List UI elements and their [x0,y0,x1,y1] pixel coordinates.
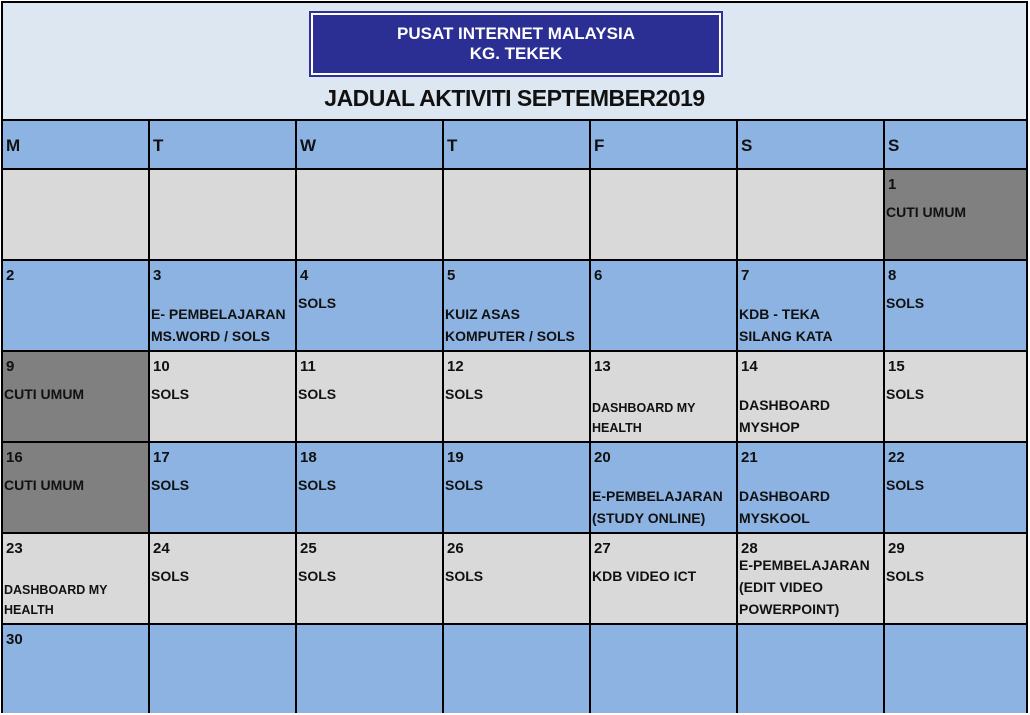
day-number: 17 [153,449,170,466]
day-header: W [297,119,444,168]
day-cell [444,259,591,350]
day-cell [150,350,297,441]
activity-label: SOLS [298,477,337,493]
day-cell [738,441,885,532]
day-cell [3,168,150,259]
day-number: 12 [447,358,464,375]
day-number: 20 [594,449,611,466]
day-cell [3,441,150,532]
day-cell [738,623,885,713]
day-number: 18 [300,449,317,466]
activity-label: CUTI UMUM [4,386,85,402]
activity-label: KDB VIDEO ICT [592,568,697,584]
day-number: 25 [300,540,317,557]
day-cell [885,259,1026,350]
day-cell [444,441,591,532]
activity-label: E-PEMBELAJARAN (EDIT VIDEO POWERPOINT) [739,557,870,617]
day-cell [591,259,738,350]
day-cell [591,350,738,441]
activity-label: SOLS [298,568,337,584]
day-number: 8 [888,267,897,284]
day-cell [738,350,885,441]
day-number: 9 [6,358,15,375]
day-cell [738,168,885,259]
day-number: 23 [6,540,23,557]
banner [309,11,723,77]
day-number: 26 [447,540,464,557]
day-cell [150,441,297,532]
day-number: 4 [300,267,309,284]
day-number: 16 [6,449,23,466]
activity-label: SOLS [886,295,925,311]
day-cell [150,532,297,623]
day-number: 24 [153,540,170,557]
day-number: 22 [888,449,905,466]
calendar-grid [3,119,1026,713]
activity-label: E-PEMBELAJARAN (STUDY ONLINE) [592,488,723,526]
day-header: M [3,119,150,168]
day-number: 6 [594,267,603,284]
day-header: T [444,119,591,168]
day-number: 30 [6,631,23,648]
day-number: 19 [447,449,464,466]
day-cell [150,623,297,713]
day-number: 14 [741,358,758,375]
day-cell [3,532,150,623]
banner-subtitle: KG. TEKEK [469,44,563,63]
day-number: 3 [153,267,162,284]
day-cell [885,532,1026,623]
day-cell [150,168,297,259]
activity-label: SOLS [886,477,925,493]
activity-label: E- PEMBELAJARAN MS.WORD / SOLS [151,306,286,344]
day-cell [3,350,150,441]
day-cell [297,168,444,259]
activity-label: SOLS [298,386,337,402]
day-cell [297,259,444,350]
activity-label: SOLS [886,568,925,584]
activity-label: DASHBOARD MYSKOOL [739,488,830,526]
day-number: 27 [594,540,611,557]
day-cell [3,259,150,350]
day-number: 11 [300,358,316,375]
day-number: 15 [888,358,905,375]
day-header: S [885,119,1026,168]
activity-label: KDB - TEKA SILANG KATA [739,306,833,344]
day-cell [591,441,738,532]
day-number: 28 [741,540,758,557]
day-number: 10 [153,358,170,375]
day-number: 13 [594,358,611,375]
activity-label: SOLS [886,386,925,402]
activity-label: SOLS [298,295,337,311]
banner-title: PUSAT INTERNET MALAYSIA [396,24,636,43]
day-cell [591,532,738,623]
activity-label: SOLS [445,477,484,493]
activity-label: CUTI UMUM [886,204,967,220]
day-number: 29 [888,540,905,557]
day-cell [885,350,1026,441]
day-number: 1 [888,176,897,193]
day-cell [444,532,591,623]
activity-label: SOLS [151,386,190,402]
header [3,3,1026,119]
activity-label: SOLS [445,568,484,584]
day-cell [150,259,297,350]
day-cell [885,168,1026,259]
day-header: F [591,119,738,168]
activity-label: SOLS [151,477,190,493]
activity-label: DASHBOARD MYSHOP [739,397,830,435]
day-cell [591,623,738,713]
day-cell [738,259,885,350]
day-cell [591,168,738,259]
activity-label: SOLS [151,568,190,584]
activity-label: DASHBOARD MY HEALTH [4,583,108,617]
day-cell [3,623,150,713]
page-title: JADUAL AKTIVITI SEPTEMBER2019 [324,85,705,111]
banner-box [313,15,719,73]
activity-label: DASHBOARD MY HEALTH [592,401,696,435]
day-number: 21 [741,449,758,466]
day-header: T [150,119,297,168]
day-cell [297,623,444,713]
day-cell [444,623,591,713]
day-number: 7 [741,267,750,284]
day-number: 2 [6,267,15,284]
day-cell [885,441,1026,532]
day-cell [444,168,591,259]
activity-calendar-sheet [1,1,1028,713]
activity-label: CUTI UMUM [4,477,85,493]
day-header: S [738,119,885,168]
day-number: 5 [447,267,456,284]
day-cell [444,350,591,441]
day-cell [297,350,444,441]
day-cell [738,532,885,623]
activity-label: KUIZ ASAS KOMPUTER / SOLS [445,306,575,344]
day-cell [297,532,444,623]
day-cell [885,623,1026,713]
activity-label: SOLS [445,386,484,402]
day-cell [297,441,444,532]
